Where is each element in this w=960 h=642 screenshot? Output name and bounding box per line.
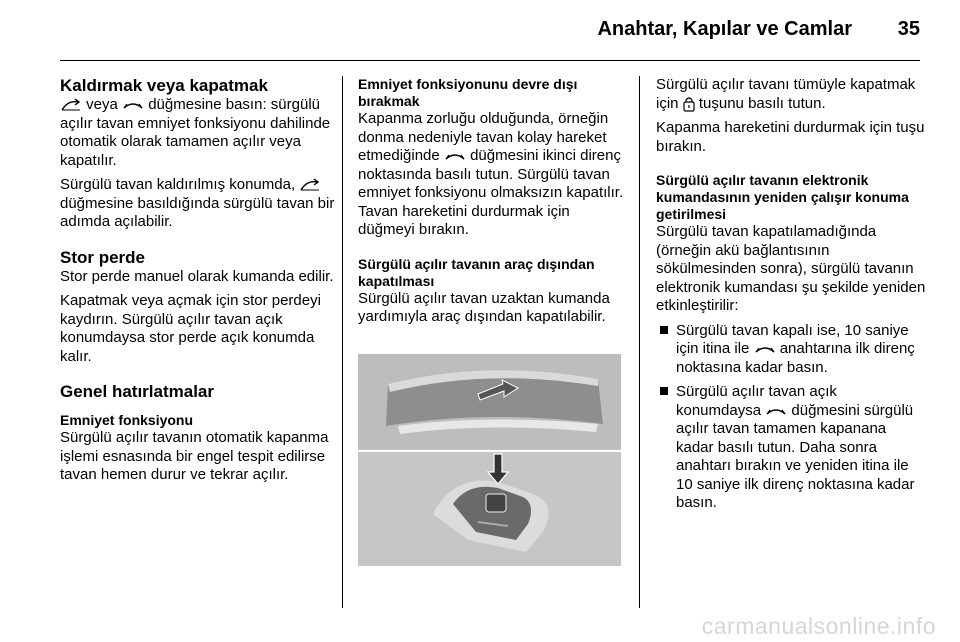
roof-slide-icon <box>444 149 466 163</box>
paragraph: Sürgülü tavan kapatılamadığında (örneğin akü bağlantısının sökülmesinden sonra), sürgülü tavanın elektronik kumandası şu şekilde yeniden etkinleştirilir: <box>656 223 926 314</box>
section-heading: Stor perde <box>60 247 146 267</box>
header-title: Anahtar, Kapılar ve Camlar <box>597 18 852 40</box>
subheading: Sürgülü açılır tavanın elektronik kumandasının yeniden çalışır konuma getirilmesi <box>656 172 909 222</box>
paragraph: Stor perde manuel olarak kumanda edilir. <box>60 267 334 285</box>
bullet-icon <box>660 387 668 395</box>
paragraph: Sürgülü açılır tavanı tümüyle kapatmak için tuşunu basılı tutun. <box>656 76 916 112</box>
paragraph: Kapatmak veya açmak için stor perdeyi kaydırın. Sürgülü açılır tavan açık konumdaysa stor perde açık konumda kalır. <box>60 292 321 365</box>
column-2 <box>358 76 624 333</box>
subheading: Emniyet fonksiyonu <box>60 412 194 428</box>
paragraph: Sürgülü tavan kaldırılmış konumda, düğmesine basıldığında sürgülü tavan bir adımda açılabilir. <box>60 176 335 230</box>
roof-slide-icon <box>765 404 787 418</box>
paragraph: Sürgülü açılır tavanın otomatik kapanma işlemi esnasında bir engel tespit edilirse tavan hemen durur ve tekrar açılır. <box>60 429 329 483</box>
roof-tilt-icon <box>60 98 82 112</box>
section-heading: Kaldırmak veya kapatmak <box>60 76 268 95</box>
roof-tilt-icon <box>299 178 321 192</box>
roof-slide-icon <box>754 342 776 356</box>
column-3 <box>656 76 926 519</box>
list-item: Sürgülü tavan kapalı ise, 10 saniye için itina ile anahtarına ilk direnç noktasına kadar basın. <box>656 322 926 378</box>
section-heading: Genel hatırlatmalar <box>60 382 215 401</box>
bullet-icon <box>660 326 668 334</box>
lock-key-icon <box>683 96 695 112</box>
paragraph: Sürgülü açılır tavan uzaktan kumanda yardımıyla araç dışından kapatılabilir. <box>358 289 610 325</box>
page-number: 35 <box>897 18 920 40</box>
page-header <box>0 0 960 60</box>
list-item: Sürgülü açılır tavan açık konumdaysa düğmesini sürgülü açılır tavan tamamen kapanana kadar basılı tutun. Daha sonra anahtarı bırakın ve yeniden itina ile 10 saniye ilk direnç noktasına kadar basın. <box>656 383 926 513</box>
paragraph: Kapanma hareketini durdurmak için tuşu bırakın. <box>656 119 925 155</box>
watermark: carmanualsonline.info <box>701 613 936 639</box>
sunroof-key-illustration <box>358 354 621 566</box>
header-rule <box>60 60 920 61</box>
instruction-list <box>656 322 926 513</box>
paragraph: veya düğmesine basın: sürgülü açılır tavan emniyet fonksiyonu dahilinde otomatik olarak tamamen açılır veya kapatılır. <box>60 96 331 169</box>
subheading: Sürgülü açılır tavanın araç dışından kapatılması <box>358 255 595 289</box>
column-divider <box>639 76 640 608</box>
column-1 <box>60 76 335 491</box>
column-divider <box>342 76 343 608</box>
roof-slide-icon <box>122 98 144 112</box>
paragraph: Kapanma zorluğu olduğunda, örneğin donma nedeniyle tavan kolay hareket etmediğinde düğmesini ikinci direnç noktasında basılı tutun. Sürgülü tavan emniyet fonksiyonu olmaksızın kapatılır. Tavan hareketini durdurmak için düğmeyi bırakın. <box>358 110 624 238</box>
subheading: Emniyet fonksiyonunu devre dışı bırakmak <box>358 76 578 109</box>
